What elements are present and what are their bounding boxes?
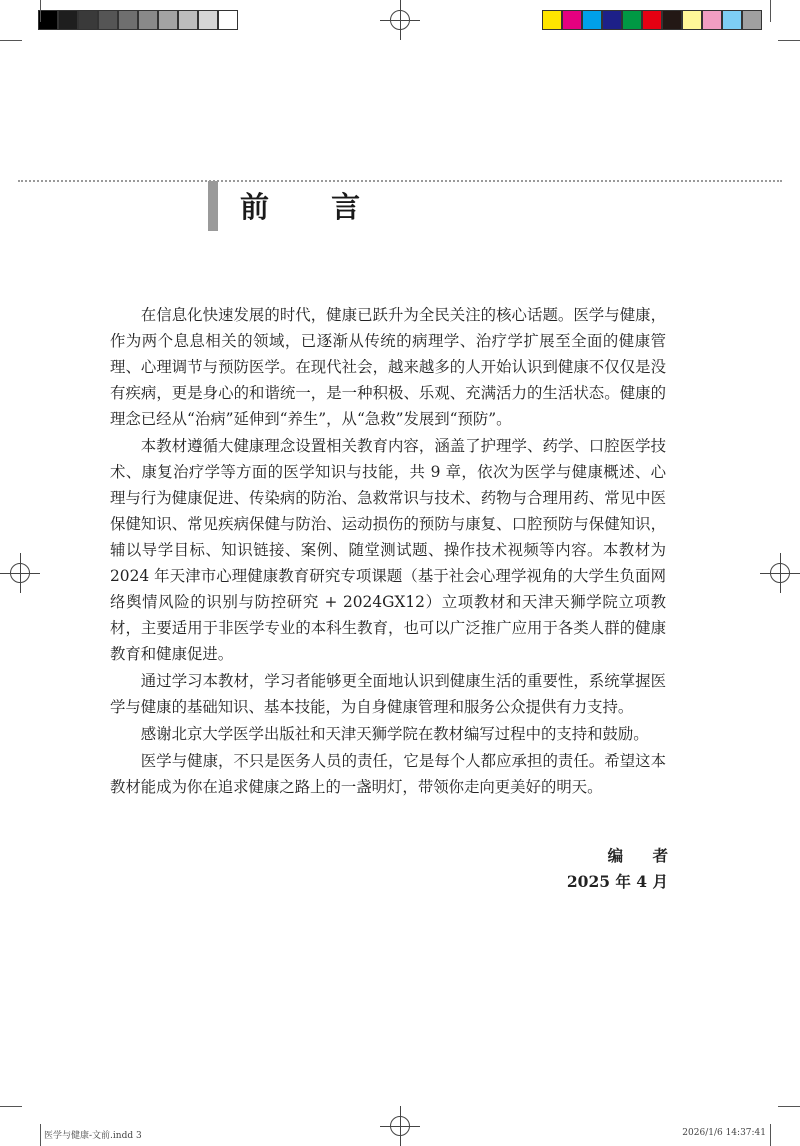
date: 2025 年 4 月 [566, 872, 668, 891]
signature: 编 者 [607, 846, 680, 865]
color-swatch [682, 10, 702, 30]
crop-mark [40, 0, 41, 22]
page-title: 前 言 [240, 190, 387, 224]
color-swatch [602, 10, 622, 30]
registration-mark-bottom [380, 1106, 420, 1146]
color-swatch [662, 10, 682, 30]
crop-mark [0, 40, 22, 41]
paragraph: 在信息化快速发展的时代，健康已跃升为全民关注的核心话题。医学与健康，作为两个息息相关的领域，已逐渐从传统的病理学、治疗学扩展至全面的健康管理、心理调节与预防医学。在现代社会，越来越多的人开始认识到健康不仅仅是没有疾病，更是身心的和谐统一，是一种积极、乐观、充满活力的生活状态。健康的理念已经从“治病”延伸到“养生”，从“急救”发展到“预防”。 [110, 306, 666, 428]
color-swatch [742, 10, 762, 30]
crop-mark [770, 0, 771, 22]
color-swatch [562, 10, 582, 30]
crop-mark [0, 1106, 22, 1107]
header-dotted-rule [18, 180, 782, 182]
registration-mark-top [380, 0, 420, 40]
color-swatch [218, 10, 238, 30]
color-swatch [642, 10, 662, 30]
color-swatch [622, 10, 642, 30]
color-swatch [138, 10, 158, 30]
registration-mark-left [0, 553, 40, 593]
crop-mark [40, 1124, 41, 1146]
color-swatch [118, 10, 138, 30]
color-swatch [98, 10, 118, 30]
crop-mark [778, 40, 800, 41]
registration-mark-right [760, 553, 800, 593]
gray-calibration-bar [38, 10, 238, 30]
color-swatch [78, 10, 98, 30]
preface-body [110, 302, 666, 801]
footer-filename: 医学与健康-文前.indd 3 [44, 1131, 142, 1141]
crop-mark [770, 1124, 771, 1146]
color-swatch [582, 10, 602, 30]
paragraph: 通过学习本教材，学习者能够更全面地认识到健康生活的重要性，系统掌握医学与健康的基础知识、基本技能，为自身健康管理和服务公众提供有力支持。 [110, 672, 666, 716]
paragraph: 医学与健康，不只是医务人员的责任，它是每个人都应承担的责任。希望这本教材能成为你在追求健康之路上的一盏明灯，带领你走向更美好的明天。 [110, 752, 666, 796]
paragraph: 感谢北京大学医学出版社和天津天狮学院在教材编写过程中的支持和鼓励。 [140, 725, 649, 743]
color-swatch [158, 10, 178, 30]
footer-timestamp: 2026/1/6 14:37:41 [682, 1128, 766, 1138]
color-swatch [58, 10, 78, 30]
color-swatch [198, 10, 218, 30]
crop-mark [778, 1106, 800, 1107]
paragraph: 本教材遵循大健康理念设置相关教育内容，涵盖了护理学、药学、口腔医学技术、康复治疗学等方面的医学知识与技能，共 9 章，依次为医学与健康概述、心理与行为健康促进、传染病的防治、急救常识与技术、药物与合理用药、常见中医保健知识、常见疾病保健与防治、运动损伤的预防与康复、口腔预防与保健知识，辅以导学目标、知识链接、案例、随堂测试题、操作技术视频等内容。本教材为 2024 年天津市心理健康教育研究专项课题（基于社会心理学视角的大学生负面网络舆情风险的识别与防控研究 + 2024GX12）立项教材和天津天狮学院立项教材，主要适用于非医学专业的本科生教育，也可以广泛推广应用于各类人群的健康教育和健康促进。 [110, 437, 666, 663]
color-swatch [38, 10, 58, 30]
title-accent-bar [208, 181, 218, 231]
color-swatch [542, 10, 562, 30]
color-swatch [178, 10, 198, 30]
color-calibration-bar [542, 10, 762, 30]
color-swatch [702, 10, 722, 30]
color-swatch [722, 10, 742, 30]
